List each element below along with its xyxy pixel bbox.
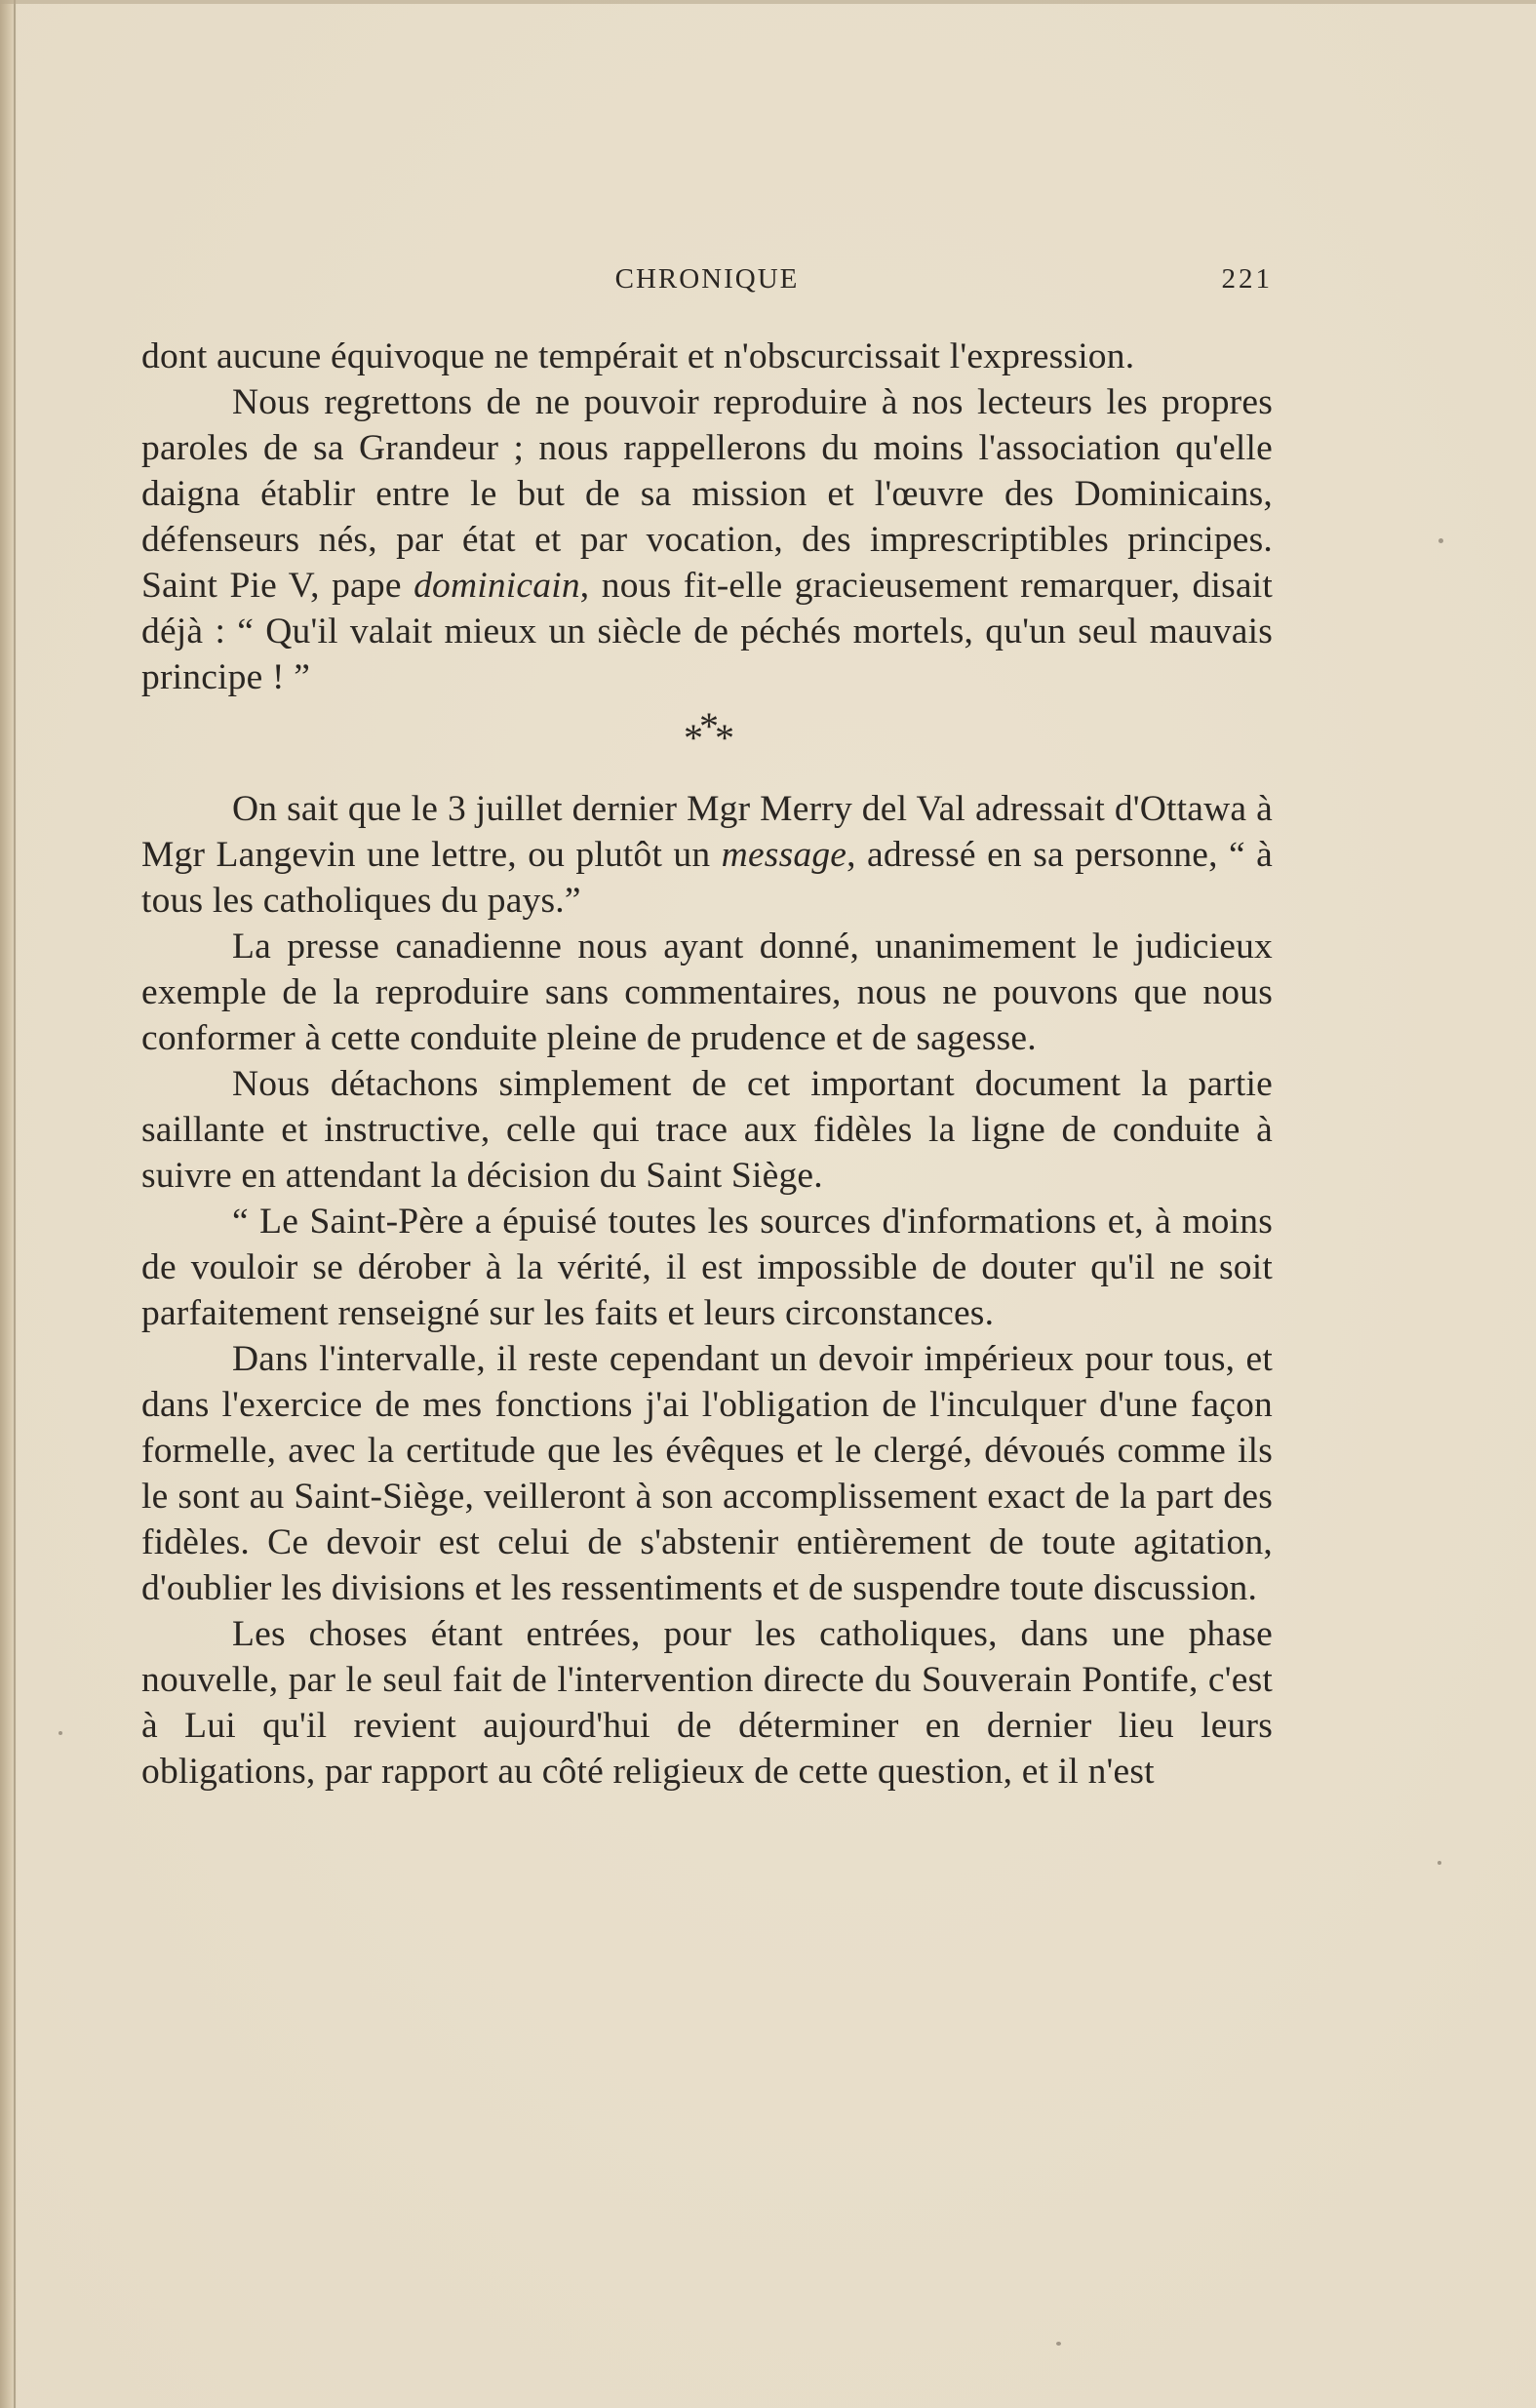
paragraph-6-text: “ Le Saint-Père a épuisé toutes les sources d'informations et, à moins de vouloir se dérober à la vérité, il est impossible de douter qu'il ne soit parfaitement renseigné sur les faits et leurs circonstances. [141,1202,1273,1333]
running-head [141,263,1273,302]
paragraph-5 [141,1061,1273,1199]
paragraph-3-text-a: On sait que le 3 juillet dernier Mgr Merry del Val adressait d'Ottawa à Mgr Langevin une lettre, ou plutôt un [141,789,1273,875]
paragraph-8-quotation [141,1611,1273,1795]
paragraph-3-text-b: , adressé en sa personne, “ à tous les catholiques du pays.” [141,835,1274,921]
paragraph-2-text-b: , nous fit-elle gracieusement remarquer, disait déjà : “ Qu'il valait mieux un siècle de péchés mortels, qu'un seul mauvais principe ! ” [141,566,1273,697]
paragraph-1 [141,334,1273,379]
italic-word-dominicain: dominicain [414,566,580,606]
asterisk-left: * [684,716,699,760]
paragraph-1-text: dont aucune équivoque ne tempérait et n'obscurcissait l'expression. [141,336,1135,376]
asterisk-right: * [715,716,730,760]
page-gutter-line [14,0,16,2408]
paragraph-5-text: Nous détachons simplement de cet important document la partie saillante et instructive, celle qui trace aux fidèles la ligne de conduite à suivre en attendant la décision du Saint Siège. [141,1064,1273,1196]
text-column [141,334,1273,1795]
paragraph-4 [141,924,1273,1061]
paragraph-7-text: Dans l'intervalle, il reste cependant un devoir impérieux pour tous, et dans l'exercice de mes fonctions j'ai l'obligation de l'inculquer d'une façon formelle, avec la certitude que les évêques et le clergé, dévoués comme ils le sont au Saint-Siège, veilleront à son accomplissement exact de la part des fidèles. Ce devoir est celui de s'abstenir entièrement de toute agitation, d'oublier les divisions et les ressentiments et de suspendre toute discussion. [141,1339,1273,1608]
section-separator-asterism [141,700,1273,786]
page-top-edge [0,0,1536,4]
paper-speck [59,1731,62,1735]
paper-speck [1438,1861,1441,1865]
paragraph-7-quotation [141,1336,1273,1611]
paragraph-6-quotation [141,1199,1273,1336]
paper-speck [1056,2342,1061,2346]
paragraph-2-text-a: Nous regrettons de ne pouvoir reproduire à nos lecteurs les propres paroles de sa Grandeur ; nous rappellerons du moins l'association qu'elle daigna établir entre le but de sa mission et l'œuvre des Dominicains, défenseurs nés, par état et par vocation, des imprescriptibles principes. Saint Pie V, pape [141,382,1273,606]
paragraph-2 [141,379,1273,700]
italic-word-message: message [721,835,847,875]
page-number: 221 [1221,263,1273,295]
asterisk-middle: * [699,704,715,748]
running-title: CHRONIQUE [614,263,800,295]
paragraph-3 [141,786,1273,924]
paragraph-4-text: La presse canadienne nous ayant donné, unanimement le judicieux exemple de la reproduire sans commentaires, nous ne pouvons que nous conformer à cette conduite pleine de prudence et de sagesse. [141,927,1273,1058]
paragraph-8-text: Les choses étant entrées, pour les catholiques, dans une phase nouvelle, par le seul fait de l'intervention directe du Souverain Pontife, c'est à Lui qu'il revient aujourd'hui de déterminer en dernier lieu leurs obligations, par rapport au côté religieux de cette question, et il n'est [141,1614,1273,1792]
paper-speck [1438,538,1443,543]
